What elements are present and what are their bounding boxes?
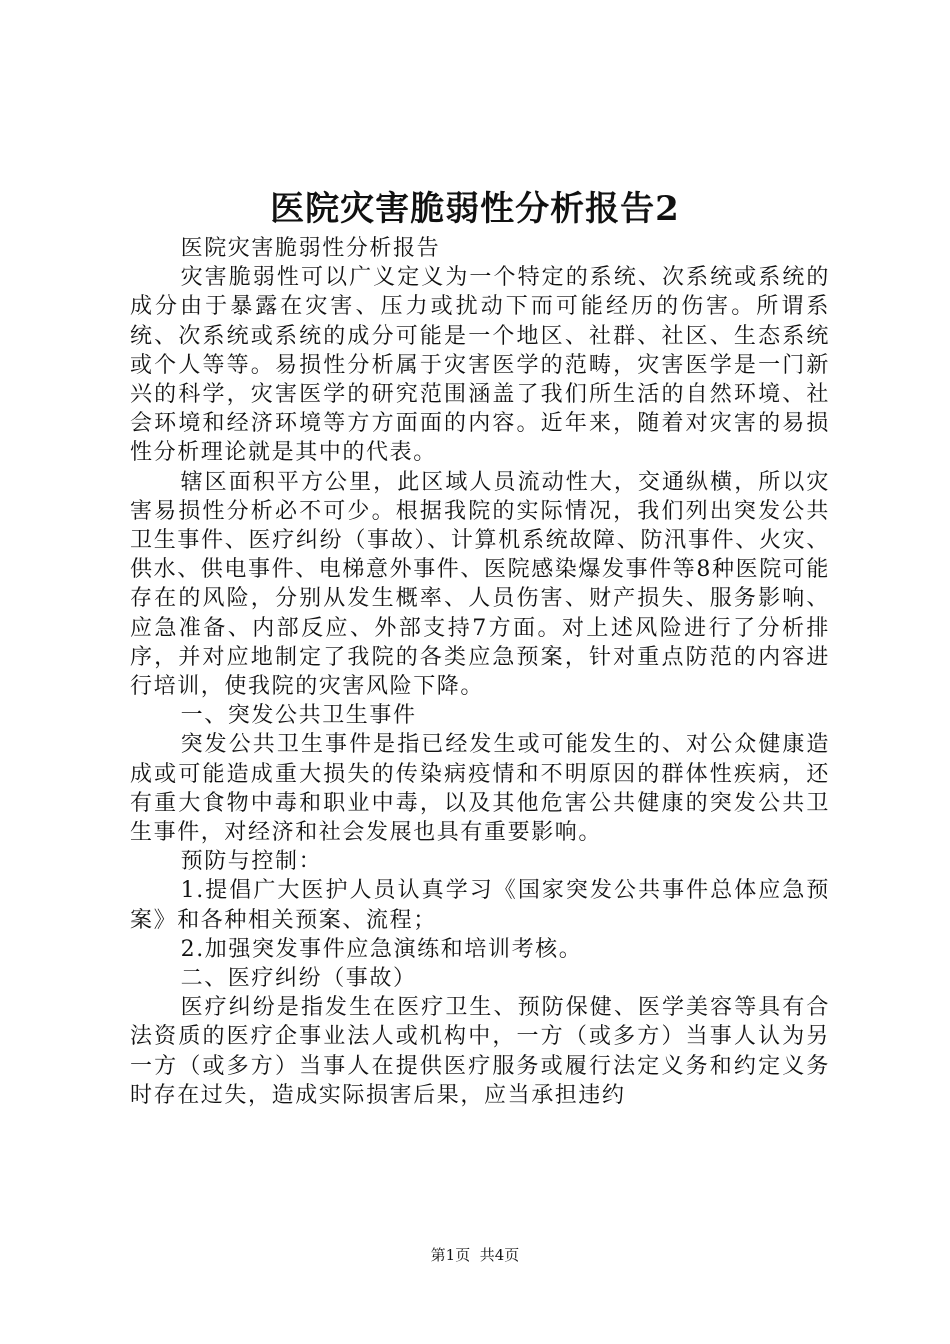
prevention-item-2: 2.加强突发事件应急演练和培训考核。: [180, 936, 583, 962]
prevention-item-1: 1.提倡广大医护人员认真学习《国家突发公共事件总体应急预案》和各种相关预案、流程；: [130, 878, 830, 933]
paragraph-definition: 灾害脆弱性可以广义定义为一个特定的系统、次系统或系统的成分由于暴露在灾害、压力或扰动下而可能经历的伤害。所谓系统、次系统或系统的成分可能是一个地区、社群、社区、生态系统或个人等等。易损性分析属于灾害医学的范畴，灾害医学是一门新兴的科学，灾害医学的研究范围涵盖了我们所生活的自然环境、社会环境和经济环境等方方面面的内容。近年来，随着对灾害的易损性分析理论就是其中的代表。: [130, 265, 830, 466]
document-title: 医院灾害脆弱性分析报告2: [270, 189, 680, 229]
paragraph-public-health: 突发公共卫生事件是指已经发生或可能发生的、对公众健康造成或可能造成重大损失的传染病疫情和不明原因的群体性疾病，还有重大食物中毒和职业中毒，以及其他危害公共健康的突发公共卫生事件，对经济和社会发展也具有重要影响。: [130, 732, 830, 846]
page-total: 共4页: [479, 1246, 520, 1264]
section-heading-medical-dispute: 二、医疗纠纷（事故）: [180, 966, 417, 992]
section-heading-public-health: 一、突发公共卫生事件: [180, 703, 417, 729]
paragraph-subtitle: 医院灾害脆弱性分析报告: [180, 236, 441, 261]
page-number: 第1页: [430, 1246, 471, 1264]
paragraph-medical-dispute: 医疗纠纷是指发生在医疗卫生、预防保健、医学美容等具有合法资质的医疗企事业法人或机构中，一方（或多方）当事人认为另一方（或多方）当事人在提供医疗服务或履行法定义务和约定义务时存在过失，造成实际损害后果，应当承担违约: [130, 995, 830, 1108]
document-body: [130, 234, 830, 1110]
paragraph-overview: 辖区面积平方公里，此区域人员流动性大，交通纵横，所以灾害易损性分析必不可少。根据我院的实际情况，我们列出突发公共卫生事件、医疗纠纷（事故）、计算机系统故障、防汛事件、火灾、供水、供电事件、电梯意外事件、医院感染爆发事件等8种医院可能存在的风险，分别从发生概率、人员伤害、财产损失、服务影响、应急准备、内部反应、外部支持7方面。对上述风险进行了分析排序，并对应地制定了我院的各类应急预案，针对重点防范的内容进行培训，使我院的灾害风险下降。: [130, 469, 830, 700]
page-footer: [0, 1245, 950, 1265]
prevention-heading: 预防与控制：: [180, 849, 323, 875]
